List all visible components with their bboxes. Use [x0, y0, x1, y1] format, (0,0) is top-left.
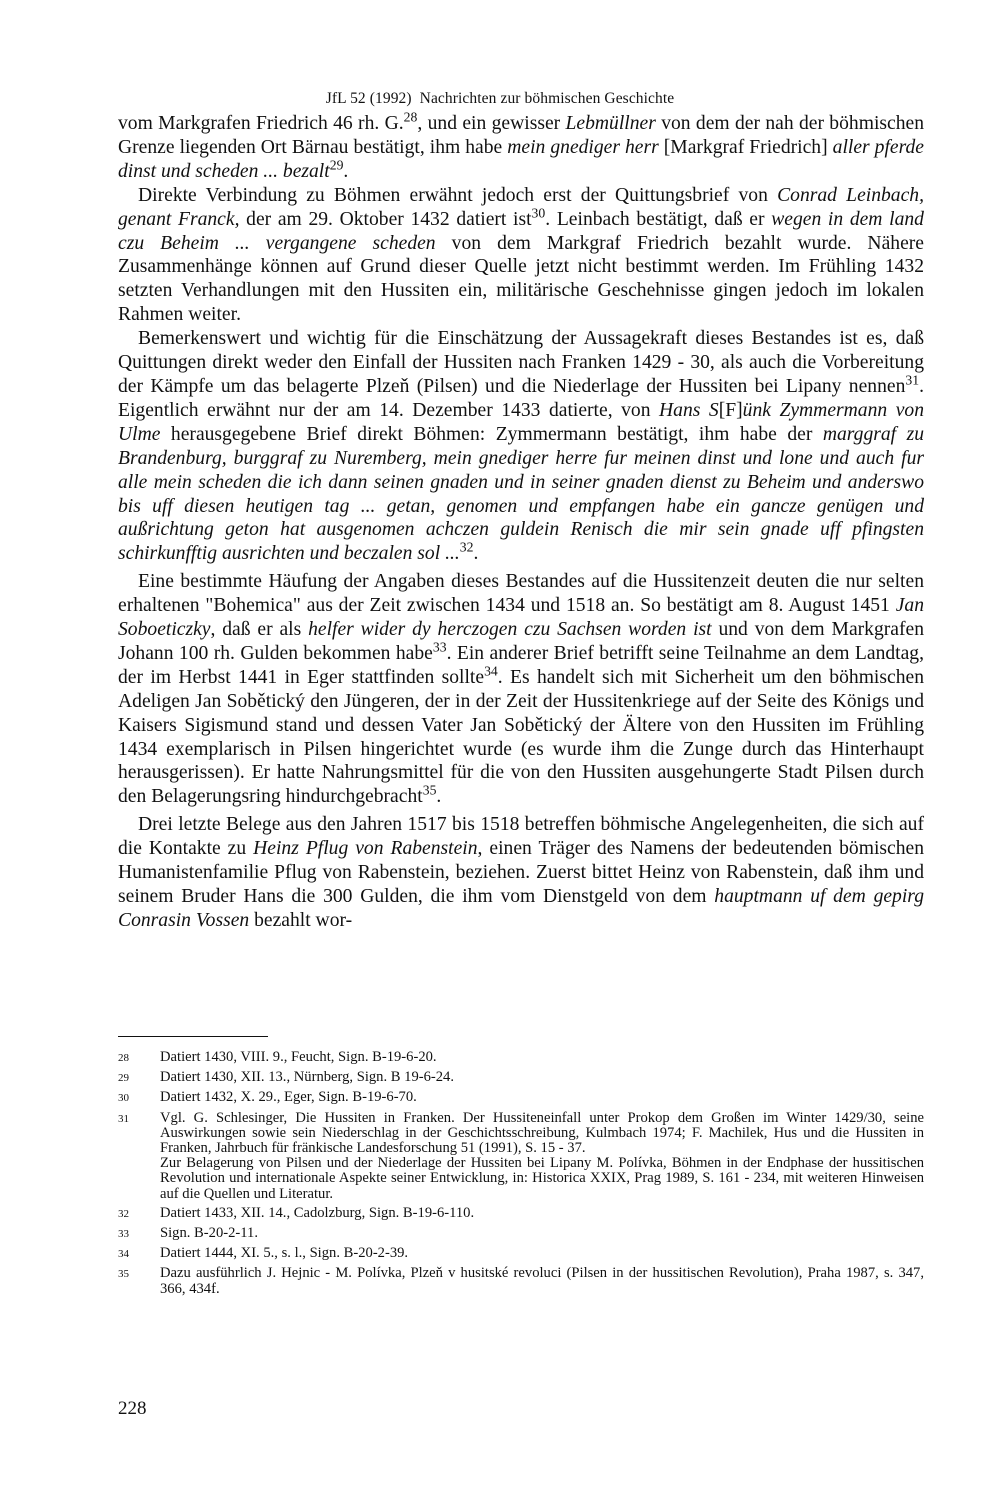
footnote-number: 32: [118, 1207, 129, 1220]
footnote-ref[interactable]: 29: [329, 157, 344, 173]
footnote: [118, 1226, 924, 1242]
footnote: [118, 1090, 924, 1106]
footnote-number: 35: [118, 1268, 129, 1281]
italic-quote: hauptmann uf dem gepirg Conrasin Vossen: [118, 886, 924, 931]
footnotes: [118, 1050, 924, 1301]
footnote-text: Datiert 1430, VIII. 9., Feucht, Sign. B-19-6-20.: [160, 1049, 437, 1065]
text-run: von dem Markgraf Friedrich bezahlt wurde. Nähere Zusammenhänge können auf Grund dieser Quelle jetzt nicht bestimmt werden. Im Frühling 1432 setzten Verhandlungen mit den Hussiten ein, militärische Geschehnisse gingen jedoch im lokalen Rahmen weiter.: [118, 232, 924, 326]
footnote: [118, 1070, 924, 1086]
text-run: , daß er als: [210, 619, 309, 641]
text-run: Bemerkenswert und wichtig für die Einschätzung der Aussagekraft dieses Bestandes ist es, daß Quittungen direkt weder den Einfall der Hussiten nach Franken 1429 - 30, als auch die Vorbereitung der Kämpfe um das belagerte Plzeň (Pilsen) und die Niederlage der Hussiten bei Lipany nennen: [118, 328, 924, 397]
body-text: [118, 109, 925, 933]
footnote-ref[interactable]: 28: [403, 109, 418, 125]
text-run: [F]: [718, 399, 743, 421]
footnote-text: Datiert 1430, XII. 13., Nürnberg, Sign. B 19-6-24.: [160, 1069, 454, 1086]
italic-quote: Lebmüllner: [565, 113, 656, 134]
paragraph: [118, 570, 924, 809]
paragraph: [118, 327, 924, 566]
text-run: .: [473, 543, 479, 565]
footnote-number: 33: [118, 1228, 129, 1241]
footnote-text: Datiert 1444, XI. 5., s. l., Sign. B-20-2-39.: [160, 1245, 409, 1262]
text-run: Direkte Verbindung zu Böhmen erwähnt jedoch erst der Quittungsbrief von: [138, 184, 778, 206]
text-run: , und ein gewisser: [417, 113, 566, 134]
footnote-ref[interactable]: 35: [422, 782, 437, 798]
footnote-ref[interactable]: 32: [459, 539, 474, 555]
footnote-text-continued: Zur Belagerung von Pilsen und der Niederlage der Hussiten bei Lipany M. Polívka, Böhmen in der Endphase der hussitischen Revolution und internationale Aspekte seiner Entwicklung, in: Historica XXIX, Prag 1989, S. 161 - 234, mit weiteren Hinweisen auf die Quellen und Literatur.: [160, 1155, 924, 1202]
italic-name: Conrad Leinbach, genant Franck,: [118, 184, 925, 230]
text-run: vom Markgrafen Friedrich 46 rh. G.: [118, 113, 404, 134]
text-run: [Markgraf Friedrich]: [658, 136, 833, 158]
footnote-ref[interactable]: 34: [484, 663, 498, 679]
italic-quote: wegen in dem land czu Beheim ... vergangene scheden: [118, 208, 924, 254]
footnote-ref[interactable]: 31: [905, 372, 920, 388]
footnote: [118, 1206, 924, 1222]
footnote-text: Datiert 1433, XII. 14., Cadolzburg, Sign. B-19-6-110.: [160, 1204, 475, 1221]
text-run: , einen Träger des Namens der bedeutenden bömischen Humanistenfamilie Pflug von Rabenstein, beziehen. Zuerst bittet Heinz von Rabenstein, daß ihm und seinem Bruder Hans die 300 Gulden, die ihm vom Dienstgeld von dem: [118, 838, 925, 907]
footnote-text: Sign. B-20-2-11.: [160, 1225, 258, 1242]
text-run: Eine bestimmte Häufung der Angaben dieses Bestandes auf die Hussitenzeit deuten die nur selten erhaltenen "Bohemica" aus der Zeit zwischen 1434 und 1518 an. So bestätigt am 8. August 1451: [118, 571, 924, 617]
text-run: . Eigentlich erwähnt nur der am 14. Dezember 1433 datierte, von: [118, 375, 924, 421]
text-run: .: [343, 160, 349, 182]
footnote-number: 29: [118, 1072, 129, 1085]
running-title: Nachrichten zur böhmischen Geschichte: [419, 90, 675, 107]
italic-quote: marggraf zu Brandenburg, burggraf zu Nuremberg, mein gnediger herre fur meinen dinst und lone und auch fur alle mein scheden die ich dann seinen gnaden und in seiner gnaden dienst zu Beheim und anderswo bis uff diesen heutigen tag ... getan, genomen und empfangen habe ein gancze genügen und außrichtung geton hat ausgenomen achczen guldein Renisch die mir sein gnade uff pfingsten schirkunfftig ausrichten und beczalen sol ...: [118, 423, 925, 565]
footnote-text-block: [160, 1111, 924, 1202]
footnote-number: 34: [118, 1248, 129, 1261]
paragraph: [118, 184, 924, 327]
footnote-number: 28: [118, 1052, 129, 1064]
footnote-ref[interactable]: 33: [432, 639, 447, 655]
text-run: der am 29. Oktober 1432 datiert ist: [239, 208, 532, 230]
paragraph: [118, 109, 924, 184]
footnote: [118, 1266, 924, 1296]
footnote-text: Dazu ausführlich J. Hejnic - M. Polívka, Plzeň v husitské revoluci (Pilsen in der hussitischen Revolution), Praha 1987, s. 347, 366, 434f.: [160, 1265, 924, 1297]
footnote-number: 31: [118, 1112, 129, 1125]
italic-quote: aller pferde dinst und scheden ... bezalt: [118, 136, 924, 182]
footnote-text: Vgl. G. Schlesinger, Die Hussiten in Franken. Der Hussiteneinfall unter Prokop dem Großen im Winter 1429/30, seine Auswirkungen sowie sein Niederschlag in der Geschichtsschreibung, Kulmbach 1974; F. Machilek, Hus und die Hussiten in Franken, Jahrbuch für fränkische Landesforschung 51 (1991), S. 15 - 37.: [160, 1109, 924, 1157]
italic-name: Heinz Pflug von Rabenstein: [253, 838, 478, 860]
italic-quote: helfer wider dy herczogen czu Sachsen worden ist: [308, 619, 712, 641]
footnote-text: Datiert 1432, X. 29., Eger, Sign. B-19-6-70.: [160, 1089, 417, 1106]
italic-name: ünk Zymmermann von Ulme: [118, 399, 924, 445]
footnote-ref[interactable]: 30: [531, 205, 546, 221]
italic-quote: mein gnediger herr: [507, 136, 659, 158]
running-head: [0, 90, 1000, 108]
text-run: herausgegebene Brief direkt Böhmen: Zymmermann bestätigt, ihm habe der: [160, 423, 823, 445]
italic-name: Jan Soboeticzky: [118, 595, 924, 641]
text-run: .: [436, 786, 442, 808]
italic-name: Hans S: [659, 399, 719, 421]
paragraph: [118, 813, 924, 933]
footnote: [118, 1111, 924, 1202]
footnote: [118, 1050, 924, 1066]
text-run: Drei letzte Belege aus den Jahren 1517 bis 1518 betreffen böhmische Angelegenheiten, die sich auf die Kontakte zu: [118, 814, 924, 860]
text-run: . Leinbach bestätigt, daß er: [545, 208, 772, 230]
text-run: bezahlt wor-: [249, 909, 353, 931]
text-run: . Ein anderer Brief betrifft seine Teilnahme an dem Landtag, der im Herbst 1441 in Eger stattfinden sollte: [118, 642, 925, 688]
page-number: 228: [118, 1398, 147, 1419]
footnote-divider: [118, 1036, 268, 1037]
text-run: und von dem Markgrafen Johann 100 rh. Gulden bekommen habe: [118, 619, 924, 664]
footnote-number: 30: [118, 1092, 129, 1105]
journal-reference: JfL 52 (1992): [325, 90, 412, 107]
footnote: [118, 1246, 924, 1262]
text-run: . Es handelt sich mit Sicherheit um den böhmischen Adeligen Jan Sobětický den Jüngeren, der in der Zeit der Hussitenkriege auf der Seite des Königs und Kaisers Sigismund stand und dessen Vater Jan Sobětický der Ältere von den Hussiten im Frühling 1434 exemplarisch in Pilsen hingerichtet wurde (es wurde ihm die Zunge durch das Hinterhaupt herausgerissen). Er hatte Nahrungsmittel für die von den Hussiten ausgehungerte Stadt Pilsen durch den Belagerungsring hindurchgebracht: [118, 666, 924, 808]
text-run: von dem der nah der böhmischen Grenze liegenden Ort Bärnau bestätigt, ihm habe: [118, 113, 924, 158]
